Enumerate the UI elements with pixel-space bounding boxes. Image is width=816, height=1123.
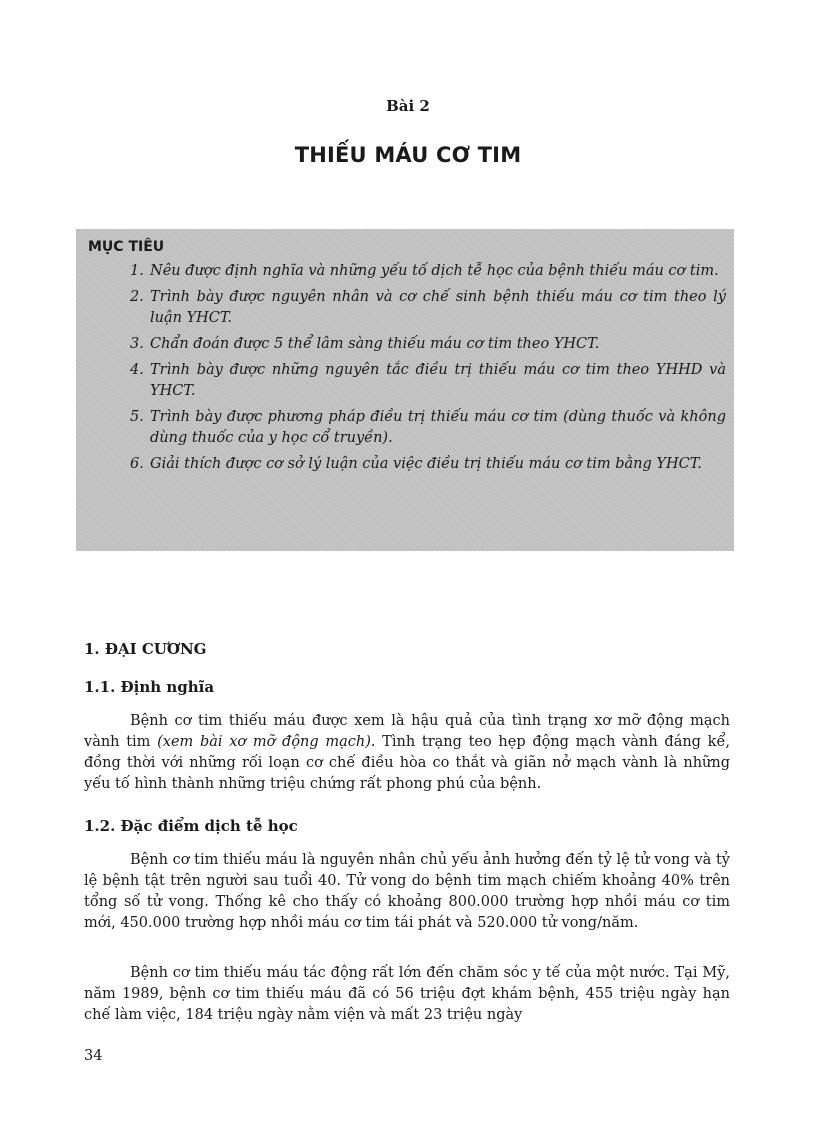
objective-item (88, 454, 726, 475)
objective-text: Trình bày được nguyên nhân và cơ chế sinh bệnh thiếu máu cơ tim theo lý luận YHCT. (150, 289, 726, 326)
objective-text: Giải thích được cơ sở lý luận của việc điều trị thiếu máu cơ tim bằng YHCT. (150, 456, 702, 472)
definition-text-a: Bệnh cơ tim thiếu máu được xem là hậu quả của tình trạng xơ mỡ động mạch vành tim (84, 713, 730, 750)
objective-item (88, 360, 726, 402)
definition-reference: (xem bài xơ mỡ động mạch). (157, 734, 376, 750)
objective-item (88, 261, 726, 282)
subsection-heading-definition: 1.1. Định nghĩa (84, 678, 215, 696)
objective-text: Trình bày được phương pháp điều trị thiếu máu cơ tim (dùng thuốc và không dùng thuốc của y học cổ truyền). (150, 409, 726, 446)
page-title: THIẾU MÁU CƠ TIM (294, 143, 522, 167)
lesson-number: Bài 2 (386, 97, 430, 115)
objective-number: 3. (130, 336, 144, 352)
objective-number: 6. (130, 456, 144, 472)
objectives-heading: MỤC TIÊU (88, 239, 165, 255)
definition-text-b: Tình trạng teo hẹp động mạch vành đáng kể, đồng thời với những rối loạn cơ chế điều hòa co thắt và giãn nở mạch vành là những yếu tố hình thành những triệu chứng rất phong phú của bệnh. (84, 734, 730, 792)
page-number: 34 (84, 1048, 103, 1064)
objective-number: 4. (130, 362, 144, 378)
section-heading: 1. ĐẠI CƯƠNG (84, 640, 207, 658)
epidemiology-paragraph-2: Bệnh cơ tim thiếu máu tác động rất lớn đến chăm sóc y tế của một nước. Tại Mỹ, năm 1989, bệnh cơ tim thiếu máu đã có 56 triệu đợt khám bệnh, 455 triệu ngày hạn chế làm việc, 184 triệu ngày nằm viện và mất 23 triệu ngày (84, 965, 730, 1023)
definition-paragraph (84, 711, 730, 795)
objective-number: 5. (130, 409, 144, 425)
objective-text: Chẩn đoán được 5 thể lâm sàng thiếu máu cơ tim theo YHCT. (150, 336, 600, 352)
objectives-box (76, 229, 734, 551)
objective-item (88, 407, 726, 449)
epidemiology-paragraph-1: Bệnh cơ tim thiếu máu là nguyên nhân chủ yếu ảnh hưởng đến tỷ lệ tử vong và tỷ lệ bệnh tật trên người sau tuổi 40. Tử vong do bệnh tim mạch chiếm khoảng 40% trên tổng số tử vong. Thống kê cho thấy có khoảng 800.000 trường hợp nhồi máu cơ tim mới, 450.000 trường hợp nhồi máu cơ tim tái phát và 520.000 tử vong/năm. (84, 852, 730, 931)
objective-number: 2. (130, 289, 144, 305)
objective-text: Nêu được định nghĩa và những yếu tố dịch tễ học của bệnh thiếu máu cơ tim. (150, 263, 719, 279)
objective-text: Trình bày được những nguyên tắc điều trị thiếu máu cơ tim theo YHHD và YHCT. (150, 362, 726, 399)
subsection-heading-epidemiology: 1.2. Đặc điểm dịch tễ học (84, 817, 298, 835)
objective-item (88, 334, 726, 355)
objective-item (88, 287, 726, 329)
objectives-list (88, 261, 726, 475)
objective-number: 1. (130, 263, 144, 279)
